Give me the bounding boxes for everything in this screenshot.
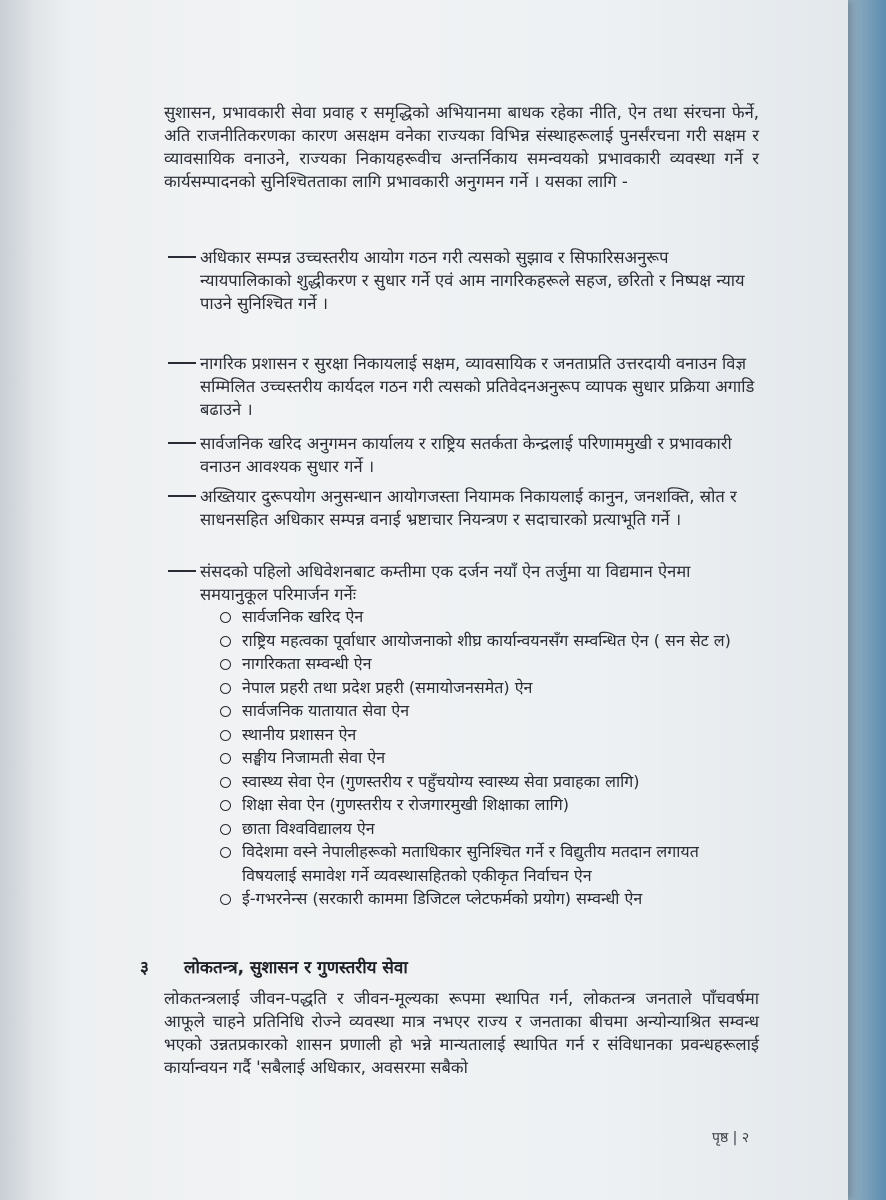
circle-bullet-icon [220,753,231,764]
circle-bullet-icon [220,659,231,670]
acts-list [218,605,758,911]
intro-paragraph: सुशासन, प्रभावकारी सेवा प्रवाह र समृद्धिको अभियानमा बाधक रहेका नीति, ऐन तथा संरचना फेर्ने, अति राजनीतिकरणका कारण असक्षम वनेका राज्यका विभिन्न संस्थाहरूलाई पुनर्संरचना गरी सक्षम र व्यावसायिक वनाउने, राज्यका निकायहरूवीच अन्तर्निकाय समन्वयको प्रभावकारी व्यवस्था गर्ने र कार्यसम्पादनको सुनिश्चितताका लागि प्रभावकारी अनुगमन गर्ने । यसका लागि - [164,103,759,191]
circle-bullet-icon [220,847,231,858]
page-binding-shadow [0,0,70,1200]
act-list-item [218,746,758,770]
act-list-item [218,840,758,887]
circle-bullet-icon [220,636,231,647]
dash-list-item [164,432,759,478]
act-name: शिक्षा सेवा ऐन (गुणस्तरीय र रोजगारमुखी शिक्षाका लागि) [242,795,570,814]
act-list-item [218,605,758,629]
act-list-item [218,652,758,676]
act-list-item [218,817,758,841]
act-list-item [218,723,758,747]
circle-bullet-icon [220,824,231,835]
dash-bullet [168,256,196,258]
dash-list-item [164,352,759,421]
dash-item-text: नागरिक प्रशासन र सुरक्षा निकायलाई सक्षम, व्यावसायिक र जनताप्रति उत्तरदायी वनाउन विज्ञ सम्मिलित उच्चस्तरीय कार्यदल गठन गरी त्यसको प्रतिवेदनअनुरूप व्यापक सुधार प्रक्रिया अगाडि बढाउने । [200,354,755,419]
act-name: नेपाल प्रहरी तथा प्रदेश प्रहरी (समायोजनसमेत) ऐन [242,677,533,697]
dash-list-item [164,485,759,531]
act-name: सार्वजनिक यातायात सेवा ऐन [242,701,410,720]
dash-list-item [164,246,759,315]
circle-bullet-icon [220,706,231,717]
dash-bullet [168,362,196,364]
act-name: नागरिकता सम्वन्धी ऐन [242,654,372,673]
section-paragraph: लोकतन्त्रलाई जीवन-पद्धति र जीवन-मूल्यका रूपमा स्थापित गर्न, लोकतन्त्र जनताले पाँचवर्षमा आफूले चाहने प्रतिनिधि रोज्ने व्यवस्था मात्र नभएर राज्य र जनताका बीचमा अन्योन्याश्रित सम्वन्ध भएको उन्नतप्रकारको शासन प्रणाली हो भन्ने मान्यतालाई स्थापित गर्न र संविधानका प्रवन्धहरूलाई कार्यान्वयन गर्दै 'सबैलाई अधिकार, अवसरमा सबैको [164,989,759,1077]
dash-bullet [168,495,196,497]
dash-bullet [168,442,196,444]
act-name: ई-गभरनेन्स (सरकारी काममा डिजिटल प्लेटफर्मको प्रयोग) सम्वन्धी ऐन [242,889,643,908]
section-title: लोकतन्त्र, सुशासन र गुणस्तरीय सेवा [184,958,408,978]
act-list-item [218,887,758,911]
dash-item-text: संसदको पहिलो अधिवेशनबाट कम्तीमा एक दर्जन नयाँ ऐन तर्जुमा या विद्यमान ऐनमा समयानुकूल परिमार्जन गर्नेः [200,562,691,604]
act-name: स्थानीय प्रशासन ऐन [242,724,357,744]
circle-bullet-icon [220,800,231,811]
circle-bullet-icon [220,730,231,741]
act-name: स्वास्थ्य सेवा ऐन (गुणस्तरीय र पहुँचयोग्य स्वास्थ्य सेवा प्रवाहका लागि) [242,771,640,791]
act-list-item [218,770,758,794]
circle-bullet-icon [220,894,231,905]
act-name: विदेशमा वस्ने नेपालीहरूको मताधिकार सुनिश्चित गर्ने र विद्युतीय मतदान लगायत विषयलाई समावेश गर्ने व्यवस्थासहितको एकीकृत निर्वाचन ऐन [242,842,699,885]
circle-bullet-icon [220,777,231,788]
act-list-item [218,793,758,817]
dash-bullet [168,570,196,572]
act-list-item [218,676,758,700]
act-list-item [218,629,758,653]
act-list-item [218,699,758,723]
dash-list-item [164,560,759,606]
act-name: राष्ट्रिय महत्वका पूर्वाधार आयोजनाको शीघ्र कार्यान्वयनसँग सम्वन्धित ऐन ( सन सेट ल) [242,630,731,650]
circle-bullet-icon [220,612,231,623]
act-name: छाता विश्वविद्यालय ऐन [242,818,375,838]
dash-item-text: अधिकार सम्पन्न उच्चस्तरीय आयोग गठन गरी त्यसको सुझाव र सिफारिसअनुरूप न्यायपालिकाको शुद्धीकरण र सुधार गर्ने एवं आम नागरिकहरूले सहज, छरितो र निष्पक्ष न्याय पाउने सुनिश्चित गर्ने । [200,248,745,313]
section-heading [140,956,408,980]
act-name: सार्वजनिक खरिद ऐन [242,607,364,626]
page-number: पृष्ठ | २ [712,1130,750,1146]
act-name: सङ्घीय निजामती सेवा ऐन [242,748,386,767]
circle-bullet-icon [220,683,231,694]
section-number: ३ [140,958,149,978]
dash-item-text: सार्वजनिक खरिद अनुगमन कार्यालय र राष्ट्रिय सतर्कता केन्द्रलाई परिणाममुखी र प्रभावकारी वनाउन आवश्यक सुधार गर्ने । [200,434,732,476]
dash-item-text: अख्तियार दुरूपयोग अनुसन्धान आयोगजस्ता नियामक निकायलाई कानुन, जनशक्ति, स्रोत र साधनसहित अधिकार सम्पन्न वनाई भ्रष्टाचार नियन्त्रण र सदाचारको प्रत्याभूति गर्ने । [200,487,737,529]
